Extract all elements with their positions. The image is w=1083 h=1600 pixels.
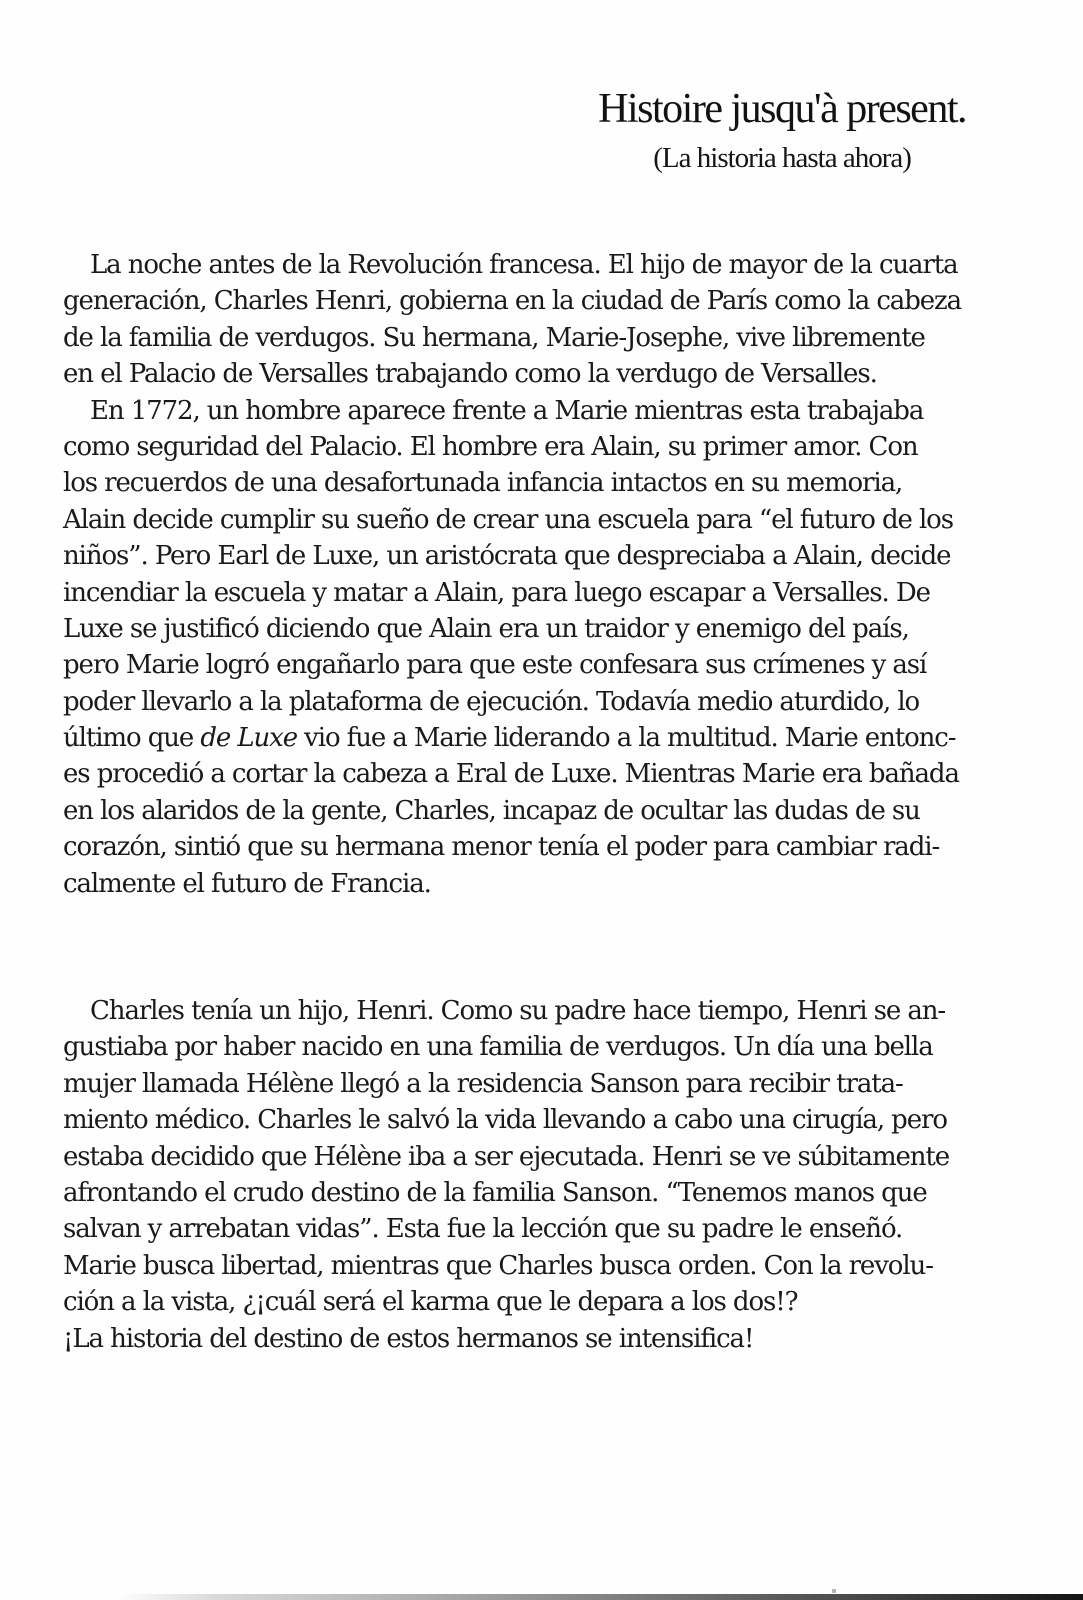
text-segment: ¡La historia del destino de estos hermanos se intensifica! <box>63 1323 754 1354</box>
text-segment: calmente el futuro de Francia. <box>63 868 431 899</box>
text-segment: Marie busca libertad, mientras que Charles busca orden. Con la revolu- <box>63 1250 933 1281</box>
text-segment: último que <box>63 723 201 754</box>
text-line <box>63 1211 1021 1247</box>
text-segment: en el Palacio de Versalles trabajando como la verdugo de Versalles. <box>63 359 877 390</box>
text-segment: Alain decide cumplir su sueño de crear una escuela para “el futuro de los <box>63 504 953 535</box>
text-segment: de la familia de verdugos. Su hermana, Marie-Josephe, vive libremente <box>63 322 925 353</box>
text-segment: ción a la vista, ¿¡cuál será el karma que le depara a los dos!? <box>63 1287 798 1318</box>
text-line <box>63 465 1021 501</box>
text-line <box>63 1248 1021 1284</box>
text-segment: mujer llamada Hélène llegó a la residencia Sanson para recibir trata- <box>63 1068 903 1099</box>
text-line <box>63 575 1021 611</box>
text-line <box>63 1175 1021 1211</box>
page-bottom-scan-edge <box>0 1594 1083 1600</box>
text-line <box>63 1139 1021 1175</box>
text-segment: La noche antes de la Revolución francesa. El hijo de mayor de la cuarta <box>90 250 958 280</box>
text-segment: corazón, sintió que su hermana menor tenía el poder para cambiar radi- <box>63 832 940 863</box>
text-line <box>63 502 1021 538</box>
text-line <box>63 993 1021 1029</box>
text-segment: generación, Charles Henri, gobierna en la ciudad de París como la cabeza <box>63 286 962 317</box>
text-line <box>63 283 1021 319</box>
text-line <box>63 720 1021 756</box>
synopsis-block-1 <box>63 247 1021 902</box>
text-line <box>63 1066 1021 1102</box>
text-segment: como seguridad del Palacio. El hombre era Alain, su primer amor. Con <box>63 431 918 462</box>
synopsis-block-2 <box>63 993 1021 1357</box>
text-segment: Luxe se justificó diciendo que Alain era un traidor y enemigo del país, <box>63 613 909 644</box>
text-segment: en los alaridos de la gente, Charles, incapaz de ocultar las dudas de su <box>63 795 920 826</box>
text-line <box>63 356 1021 392</box>
title-block <box>598 86 966 176</box>
text-line <box>63 647 1021 683</box>
text-segment: es procedió a cortar la cabeza a Eral de Luxe. Mientras Marie era bañada <box>63 759 959 790</box>
text-line <box>63 756 1021 792</box>
text-line <box>63 429 1021 465</box>
text-line <box>63 538 1021 574</box>
text-segment: incendiar la escuela y matar a Alain, para luego escapar a Versalles. De <box>63 577 930 608</box>
text-line <box>63 829 1021 865</box>
text-line <box>63 393 1021 429</box>
text-line <box>63 1029 1021 1065</box>
story-body <box>63 247 1021 1357</box>
text-segment: miento médico. Charles le salvó la vida llevando a cabo una cirugía, pero <box>63 1105 947 1136</box>
page-title: Histoire jusqu'à present. <box>598 86 966 132</box>
story-paragraph <box>63 247 1021 393</box>
text-segment: vio fue a Marie liderando a la multitud. Marie entonc- <box>297 723 956 754</box>
text-line <box>63 247 1021 283</box>
text-line <box>63 684 1021 720</box>
page-subtitle: (La historia hasta ahora) <box>653 142 911 175</box>
text-line <box>63 320 1021 356</box>
text-line <box>63 1321 1021 1357</box>
text-segment: En 1772, un hombre aparece frente a Marie mientras esta trabajaba <box>90 395 924 426</box>
text-segment: gustiaba por haber nacido en una familia de verdugos. Un día una bella <box>63 1032 933 1063</box>
text-segment: de Luxe <box>200 723 297 754</box>
text-segment: niños”. Pero Earl de Luxe, un aristócrata que despreciaba a Alain, decide <box>63 541 951 572</box>
text-segment: salvan y arrebatan vidas”. Esta fue la lección que su padre le enseñó. <box>63 1214 903 1245</box>
text-line <box>63 793 1021 829</box>
text-line <box>63 1102 1021 1138</box>
story-paragraph <box>63 993 1021 1357</box>
text-segment: poder llevarlo a la plataforma de ejecución. Todavía medio aturdido, lo <box>63 686 920 717</box>
story-paragraph <box>63 393 1021 902</box>
scan-speck <box>832 1589 836 1593</box>
text-segment: afrontando el crudo destino de la familia Sanson. “Tenemos manos que <box>63 1177 927 1208</box>
text-line <box>63 611 1021 647</box>
text-line <box>63 1284 1021 1320</box>
text-segment: los recuerdos de una desafortunada infancia intactos en su memoria, <box>63 468 903 499</box>
text-segment: estaba decidido que Hélène iba a ser ejecutada. Henri se ve súbitamente <box>63 1141 950 1172</box>
text-segment: Charles tenía un hijo, Henri. Como su padre hace tiempo, Henri se an- <box>90 996 946 1027</box>
text-segment: pero Marie logró engañarlo para que este confesara sus crímenes y así <box>63 650 927 681</box>
text-line <box>63 866 1021 902</box>
